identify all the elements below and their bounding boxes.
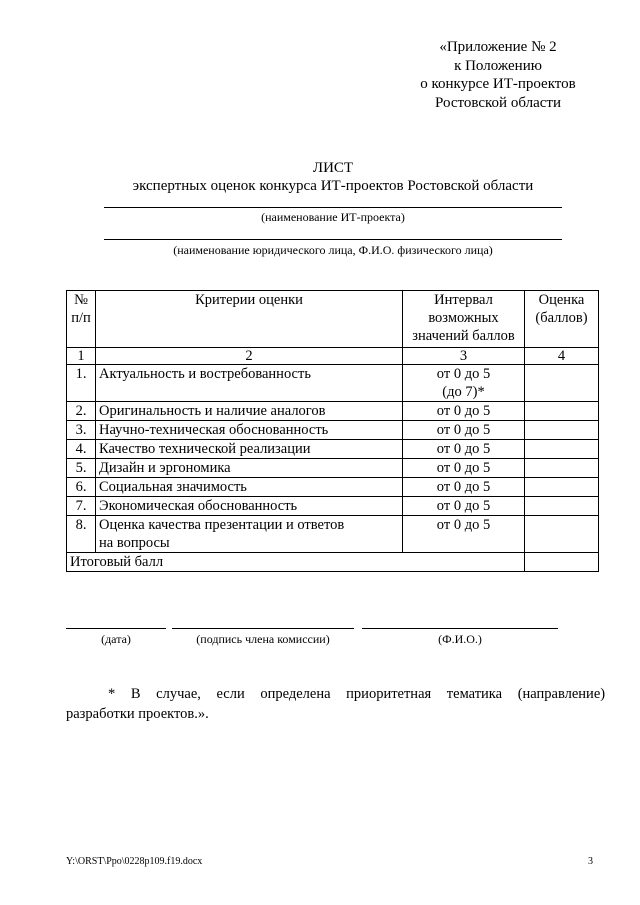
row-interval: от 0 до 5 <box>403 516 525 553</box>
row-score-cell[interactable] <box>525 497 599 516</box>
footnote-line2: разработки проектов.». <box>66 706 209 722</box>
row-num: 8. <box>67 516 96 553</box>
row-criterion: Дизайн и эргономика <box>96 459 403 478</box>
table-row <box>67 421 599 440</box>
header-score: Оценка (баллов) <box>525 291 599 348</box>
row-interval: от 0 до 5 (до 7)* <box>403 365 525 402</box>
table-row <box>67 516 599 553</box>
page-subtitle: экспертных оценок конкурса ИТ-проектов Ростовской области <box>132 178 534 194</box>
applicant-line <box>104 239 562 240</box>
row-interval: от 0 до 5 <box>403 421 525 440</box>
total-score-cell[interactable] <box>525 553 599 572</box>
header-interval: Интервал возможных значений баллов <box>403 291 525 348</box>
row-num: 5. <box>67 459 96 478</box>
row-criterion: Социальная значимость <box>96 478 403 497</box>
date-caption: (дата) <box>101 632 131 646</box>
row-score-cell[interactable] <box>525 478 599 497</box>
row-interval: от 0 до 5 <box>403 497 525 516</box>
signature-line <box>172 628 354 629</box>
project-name-line <box>104 207 562 208</box>
row-score-cell[interactable] <box>525 459 599 478</box>
file-path: Y:\ORST\Ppo\0228p109.f19.docx <box>66 856 203 867</box>
column-number: 3 <box>403 348 525 365</box>
table-row <box>67 365 599 402</box>
column-number: 4 <box>525 348 599 365</box>
row-interval-extra: (до 7)* <box>442 384 485 400</box>
row-score-cell[interactable] <box>525 440 599 459</box>
row-interval: от 0 до 5 <box>403 440 525 459</box>
project-name-caption: (наименование ИТ-проекта) <box>261 210 405 224</box>
table-row <box>67 478 599 497</box>
header-num: № п/п <box>67 291 96 348</box>
row-interval: от 0 до 5 <box>403 402 525 421</box>
row-num: 3. <box>67 421 96 440</box>
row-criterion-extra: на вопросы <box>99 535 170 551</box>
applicant-caption: (наименование юридического лица, Ф.И.О. физического лица) <box>173 243 493 257</box>
appendix-header <box>408 38 588 112</box>
appendix-line: Ростовской области <box>435 94 561 111</box>
footnote-line1: * В случае, если определена приоритетная тематика (направление) <box>108 686 606 702</box>
column-number: 1 <box>67 348 96 365</box>
page-number: 3 <box>588 856 593 867</box>
row-interval: от 0 до 5 <box>403 459 525 478</box>
row-interval: от 0 до 5 <box>403 478 525 497</box>
row-criterion: Экономическая обоснованность <box>96 497 403 516</box>
table-row <box>67 459 599 478</box>
evaluation-table <box>66 290 599 572</box>
table-row <box>67 497 599 516</box>
appendix-line: о конкурсе ИТ-проектов <box>420 76 576 92</box>
row-score-cell[interactable] <box>525 421 599 440</box>
header-criteria: Критерии оценки <box>96 291 403 348</box>
row-criterion: Научно-техническая обоснованность <box>96 421 403 440</box>
row-num: 2. <box>67 402 96 421</box>
table-row <box>67 402 599 421</box>
row-score-cell[interactable] <box>525 365 599 402</box>
appendix-line: к Положению <box>454 57 542 74</box>
row-criterion: Оригинальность и наличие аналогов <box>96 402 403 421</box>
row-score-cell[interactable] <box>525 402 599 421</box>
signature-caption: (подпись члена комиссии) <box>196 632 330 646</box>
column-number-row <box>67 348 599 365</box>
column-number: 2 <box>96 348 403 365</box>
row-score-cell[interactable] <box>525 516 599 553</box>
table-row <box>67 440 599 459</box>
date-line <box>66 628 166 629</box>
name-caption: (Ф.И.О.) <box>438 632 482 646</box>
row-criterion: Качество технической реализации <box>96 440 403 459</box>
row-num: 7. <box>67 497 96 516</box>
total-label: Итоговый балл <box>67 553 525 572</box>
name-line <box>362 628 558 629</box>
table-header-row <box>67 291 599 348</box>
appendix-line: «Приложение № 2 <box>439 39 557 55</box>
row-num: 4. <box>67 440 96 459</box>
total-row <box>67 553 599 572</box>
row-criterion: Актуальность и востребованность <box>96 365 403 402</box>
row-num: 1. <box>67 365 96 402</box>
page-title: ЛИСТ <box>312 160 354 176</box>
row-num: 6. <box>67 478 96 497</box>
row-criterion: Оценка качества презентации и ответов на вопросы <box>96 516 403 553</box>
